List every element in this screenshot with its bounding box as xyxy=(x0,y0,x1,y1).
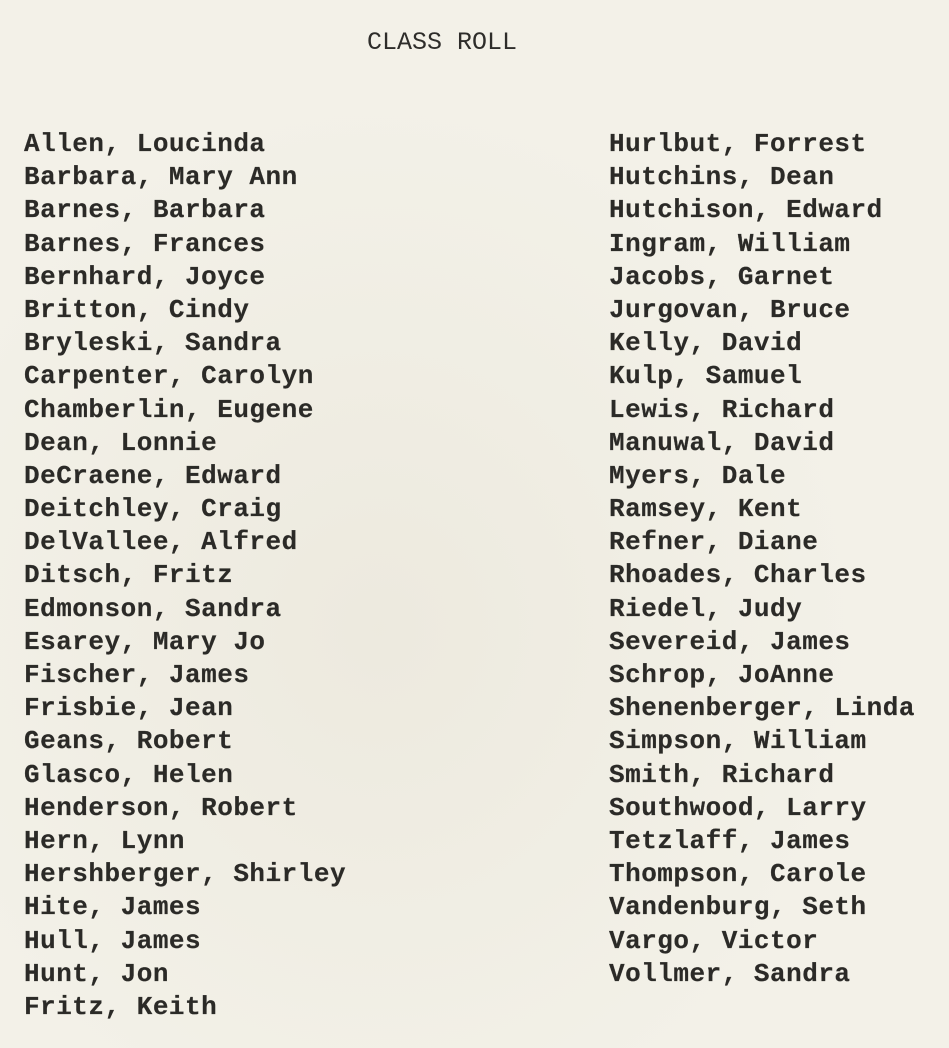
roll-entry: Bryleski, Sandra xyxy=(24,328,282,359)
roll-entry: Simpson, William xyxy=(609,726,867,757)
roll-entry: Ingram, William xyxy=(609,228,851,259)
roll-entry: Carpenter, Carolyn xyxy=(24,361,314,392)
roll-entry: Tetzlaff, James xyxy=(609,825,851,856)
roll-entry: Henderson, Robert xyxy=(24,792,298,823)
roll-entry: Jurgovan, Bruce xyxy=(609,294,851,325)
roll-entry: Shenenberger, Linda xyxy=(609,693,915,724)
roll-entry: Barnes, Frances xyxy=(24,228,266,259)
roll-column-left xyxy=(24,128,346,1024)
roll-entry: Fischer, James xyxy=(24,660,250,690)
roll-entry: Hunt, Jon xyxy=(24,958,169,989)
roll-entry: Severeid, James xyxy=(609,626,851,657)
roll-entry: Hull, James xyxy=(24,925,202,956)
roll-entry: Rhoades, Charles xyxy=(609,560,867,591)
roll-entry: Allen, Loucinda xyxy=(24,129,266,159)
roll-entry: Refner, Diane xyxy=(609,527,819,558)
roll-entry: Esarey, Mary Jo xyxy=(24,626,266,657)
roll-entry: Ramsey, Kent xyxy=(609,494,803,525)
roll-entry: Myers, Dale xyxy=(609,460,787,491)
roll-entry: Riedel, Judy xyxy=(609,593,803,624)
roll-entry: Hurlbut, Forrest xyxy=(609,129,867,159)
roll-entry: Ditsch, Fritz xyxy=(24,560,234,591)
roll-entry: Deitchley, Craig xyxy=(24,494,282,525)
roll-entry: Smith, Richard xyxy=(609,759,835,790)
page-title: CLASS ROLL xyxy=(366,28,518,57)
roll-entry: Kelly, David xyxy=(609,328,803,359)
roll-entry: Thompson, Carole xyxy=(609,859,867,890)
roll-entry: Barnes, Barbara xyxy=(24,195,266,226)
roll-entry: Hutchison, Edward xyxy=(609,195,883,226)
roll-entry: Frisbie, Jean xyxy=(24,693,234,724)
roll-entry: Vollmer, Sandra xyxy=(609,958,851,989)
roll-column-right xyxy=(609,128,915,991)
roll-entry: Fritz, Keith xyxy=(24,991,218,1022)
roll-entry: Schrop, JoAnne xyxy=(609,660,835,690)
roll-entry: Vargo, Victor xyxy=(609,925,819,956)
roll-entry: Jacobs, Garnet xyxy=(609,261,835,292)
roll-entry: Manuwal, David xyxy=(609,427,835,458)
roll-entry: Bernhard, Joyce xyxy=(24,261,266,292)
roll-entry: Hutchins, Dean xyxy=(609,162,835,193)
roll-entry: Geans, Robert xyxy=(24,726,234,757)
roll-entry: Hite, James xyxy=(24,892,202,923)
roll-entry: DeCraene, Edward xyxy=(24,460,282,491)
roll-entry: Edmonson, Sandra xyxy=(24,593,282,624)
roll-entry: Barbara, Mary Ann xyxy=(24,162,298,193)
roll-entry: Vandenburg, Seth xyxy=(609,892,867,923)
roll-entry: Britton, Cindy xyxy=(24,294,250,325)
roll-entry: Southwood, Larry xyxy=(609,792,867,823)
roll-entry: Hern, Lynn xyxy=(24,825,186,856)
roll-entry: Kulp, Samuel xyxy=(609,361,803,392)
roll-entry: Hershberger, Shirley xyxy=(24,859,347,890)
roll-entry: DelVallee, Alfred xyxy=(24,527,298,558)
roll-entry: Lewis, Richard xyxy=(609,394,835,425)
roll-entry: Glasco, Helen xyxy=(24,759,234,790)
roll-entry: Chamberlin, Eugene xyxy=(24,394,314,425)
roll-entry: Dean, Lonnie xyxy=(24,427,218,458)
